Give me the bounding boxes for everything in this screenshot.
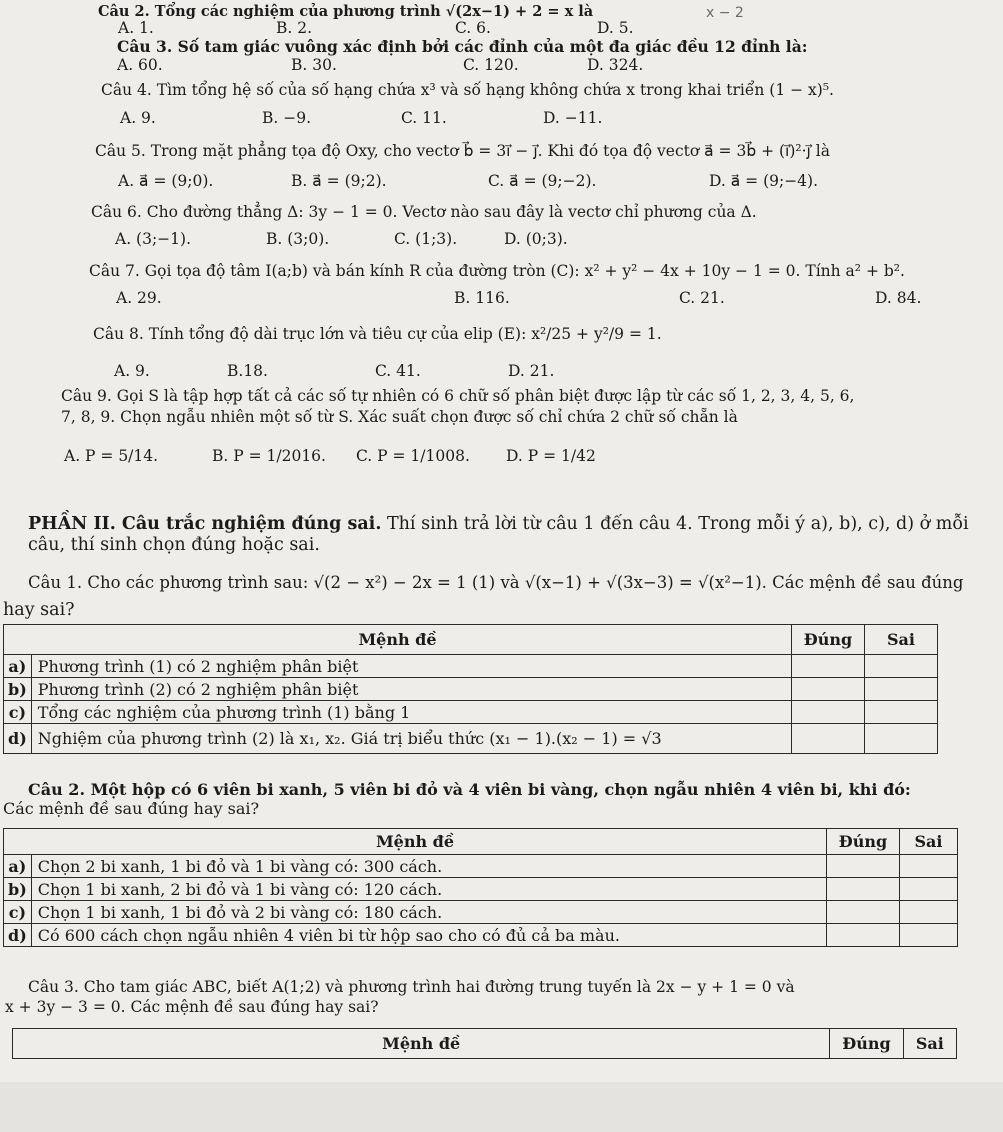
page-bottom-margin bbox=[0, 1082, 1003, 1132]
tf1-stem-line2: hay sai? bbox=[3, 600, 75, 620]
tf2-header-true: Đúng bbox=[827, 829, 900, 855]
tf1-row-a-true-cell[interactable] bbox=[792, 655, 865, 678]
q2-option-c: C. 6. bbox=[455, 19, 491, 37]
q9-stem-line2: 7, 8, 9. Chọn ngẫu nhiên một số từ S. Xác suất chọn được số chỉ chứa 2 chữ số chẵn là bbox=[61, 408, 738, 426]
table-row bbox=[4, 901, 958, 924]
tf1-row-b-false-cell[interactable] bbox=[865, 678, 938, 701]
q4-option-d: D. −11. bbox=[543, 109, 603, 127]
table-row bbox=[4, 724, 938, 754]
q2-option-a: A. 1. bbox=[118, 19, 154, 37]
tf2-header-statement: Mệnh đề bbox=[4, 829, 827, 855]
tf2-row-a-label: a) bbox=[4, 855, 32, 878]
tf2-header-false: Sai bbox=[900, 829, 958, 855]
part2-instructions-line2: câu, thí sinh chọn đúng hoặc sai. bbox=[28, 535, 320, 555]
tf1-row-d-label: d) bbox=[4, 724, 32, 754]
table-row bbox=[4, 878, 958, 901]
tf3-header-row bbox=[13, 1029, 957, 1059]
q4-stem: Câu 4. Tìm tổng hệ số của số hạng chứa x³ và số hạng không chứa x trong khai triển (1 − x)⁵. bbox=[101, 81, 834, 99]
tf1-row-d-true-cell[interactable] bbox=[792, 724, 865, 754]
tf1-row-b-true-cell[interactable] bbox=[792, 678, 865, 701]
q6-stem: Câu 6. Cho đường thẳng Δ: 3y − 1 = 0. Vectơ nào sau đây là vectơ chỉ phương của Δ. bbox=[91, 203, 757, 221]
tf1-row-b-label: b) bbox=[4, 678, 32, 701]
q8-option-d: D. 21. bbox=[508, 362, 555, 380]
tf3-stem-line2: x + 3y − 3 = 0. Các mệnh đề sau đúng hay sai? bbox=[5, 998, 379, 1016]
tf1-row-c-label: c) bbox=[4, 701, 32, 724]
q4-option-c: C. 11. bbox=[401, 109, 447, 127]
table-row bbox=[4, 701, 938, 724]
tf1-row-a-false-cell[interactable] bbox=[865, 655, 938, 678]
q5-option-b: B. a⃗ = (9;2). bbox=[291, 172, 387, 190]
tf3-stem-line1: Câu 3. Cho tam giác ABC, biết A(1;2) và phương trình hai đường trung tuyến là 2x − y + 1 = 0 và bbox=[28, 978, 795, 996]
q2-option-b: B. 2. bbox=[276, 19, 313, 37]
tf3-table bbox=[12, 1028, 957, 1059]
tf2-row-d-text: Có 600 cách chọn ngẫu nhiên 4 viên bi từ hộp sao cho có đủ cả ba màu. bbox=[31, 924, 826, 947]
tf1-row-a-label: a) bbox=[4, 655, 32, 678]
table-row bbox=[4, 678, 938, 701]
q6-option-b: B. (3;0). bbox=[266, 230, 330, 248]
q2-handwritten-note: x − 2 bbox=[706, 5, 744, 21]
q6-option-d: D. (0;3). bbox=[504, 230, 568, 248]
tf2-row-a-text: Chọn 2 bi xanh, 1 bi đỏ và 1 bi vàng có: 300 cách. bbox=[31, 855, 826, 878]
tf2-table bbox=[3, 828, 958, 947]
q7-stem: Câu 7. Gọi tọa độ tâm I(a;b) và bán kính R của đường tròn (C): x² + y² − 4x + 10y − 1 = 0. Tính a² + b². bbox=[89, 262, 905, 280]
tf1-row-a-text: Phương trình (1) có 2 nghiệm phân biệt bbox=[31, 655, 791, 678]
tf2-row-d-true-cell[interactable] bbox=[827, 924, 900, 947]
q5-option-c: C. a⃗ = (9;−2). bbox=[488, 172, 597, 190]
q8-option-b: B.18. bbox=[227, 362, 268, 380]
q5-stem: Câu 5. Trong mặt phẳng tọa độ Oxy, cho vectơ b⃗ = 3i⃗ − j⃗. Khi đó tọa độ vectơ a⃗ = 3b⃗ + (i⃗)²·j⃗ là bbox=[95, 142, 830, 160]
tf1-header-row bbox=[4, 625, 938, 655]
q9-option-c: C. P = 1/1008. bbox=[356, 447, 470, 465]
tf2-row-c-text: Chọn 1 bi xanh, 1 bi đỏ và 2 bi vàng có: 180 cách. bbox=[31, 901, 826, 924]
table-row bbox=[4, 655, 938, 678]
q2-stem: Câu 2. Tổng các nghiệm của phương trình √(2x−1) + 2 = x là bbox=[98, 3, 594, 20]
q8-option-c: C. 41. bbox=[375, 362, 421, 380]
tf2-header-row bbox=[4, 829, 958, 855]
q9-option-a: A. P = 5/14. bbox=[64, 447, 159, 465]
part2-title: PHẦN II. Câu trắc nghiệm đúng sai. bbox=[28, 514, 382, 534]
table-row bbox=[4, 855, 958, 878]
tf2-row-b-false-cell[interactable] bbox=[900, 878, 958, 901]
q3-stem: Câu 3. Số tam giác vuông xác định bởi các đỉnh của một đa giác đều 12 đỉnh là: bbox=[117, 37, 808, 56]
tf1-row-c-text: Tổng các nghiệm của phương trình (1) bằng 1 bbox=[31, 701, 791, 724]
tf2-row-c-true-cell[interactable] bbox=[827, 901, 900, 924]
tf2-row-a-false-cell[interactable] bbox=[900, 855, 958, 878]
tf2-row-a-true-cell[interactable] bbox=[827, 855, 900, 878]
tf3-header-false: Sai bbox=[903, 1029, 956, 1059]
part2-instructions: Thí sinh trả lời từ câu 1 đến câu 4. Trong mỗi ý a), b), c), d) ở mỗi bbox=[381, 514, 969, 534]
tf1-table bbox=[3, 624, 938, 754]
q8-stem: Câu 8. Tính tổng độ dài trục lớn và tiêu cự của elip (E): x²/25 + y²/9 = 1. bbox=[93, 325, 662, 343]
tf1-row-d-text: Nghiệm của phương trình (2) là x₁, x₂. Giá trị biểu thức (x₁ − 1).(x₂ − 1) = √3 bbox=[31, 724, 791, 754]
table-row bbox=[4, 924, 958, 947]
tf3-header-true: Đúng bbox=[830, 1029, 903, 1059]
q9-option-b: B. P = 1/2016. bbox=[212, 447, 326, 465]
q5-option-d: D. a⃗ = (9;−4). bbox=[709, 172, 819, 190]
tf1-stem-line1: Câu 1. Cho các phương trình sau: √(2 − x²) − 2x = 1 (1) và √(x−1) + √(3x−3) = √(x²−1). Các mệnh đề sau đúng bbox=[28, 573, 964, 592]
tf2-row-c-false-cell[interactable] bbox=[900, 901, 958, 924]
tf2-row-b-text: Chọn 1 bi xanh, 2 bi đỏ và 1 bi vàng có: 120 cách. bbox=[31, 878, 826, 901]
tf1-row-b-text: Phương trình (2) có 2 nghiệm phân biệt bbox=[31, 678, 791, 701]
tf1-row-c-false-cell[interactable] bbox=[865, 701, 938, 724]
tf2-row-b-true-cell[interactable] bbox=[827, 878, 900, 901]
q3-option-b: B. 30. bbox=[291, 56, 337, 74]
q3-option-c: C. 120. bbox=[463, 56, 519, 74]
tf1-header-statement: Mệnh đề bbox=[4, 625, 792, 655]
tf2-row-d-label: d) bbox=[4, 924, 32, 947]
tf1-row-d-false-cell[interactable] bbox=[865, 724, 938, 754]
q7-option-c: C. 21. bbox=[679, 289, 725, 307]
q7-option-b: B. 116. bbox=[454, 289, 510, 307]
tf1-header-true: Đúng bbox=[792, 625, 865, 655]
tf3-header-statement: Mệnh đề bbox=[13, 1029, 830, 1059]
q7-option-a: A. 29. bbox=[116, 289, 162, 307]
tf1-row-c-true-cell[interactable] bbox=[792, 701, 865, 724]
q3-option-d: D. 324. bbox=[587, 56, 644, 74]
q6-option-a: A. (3;−1). bbox=[115, 230, 192, 248]
q9-option-d: D. P = 1/42 bbox=[506, 447, 596, 465]
q4-option-a: A. 9. bbox=[120, 109, 156, 127]
q4-option-b: B. −9. bbox=[262, 109, 312, 127]
q3-option-a: A. 60. bbox=[117, 56, 163, 74]
tf2-stem-line2: Các mệnh đề sau đúng hay sai? bbox=[3, 799, 260, 818]
q5-option-a: A. a⃗ = (9;0). bbox=[118, 172, 214, 190]
tf1-header-false: Sai bbox=[865, 625, 938, 655]
q8-option-a: A. 9. bbox=[114, 362, 150, 380]
q2-option-d: D. 5. bbox=[597, 19, 634, 37]
q9-stem-line1: Câu 9. Gọi S là tập hợp tất cả các số tự nhiên có 6 chữ số phân biệt được lập từ các số 1, 2, 3, 4, 5, 6, bbox=[61, 387, 855, 405]
tf2-row-b-label: b) bbox=[4, 878, 32, 901]
tf2-row-d-false-cell[interactable] bbox=[900, 924, 958, 947]
q6-option-c: C. (1;3). bbox=[394, 230, 458, 248]
tf2-stem-line1: Câu 2. Một hộp có 6 viên bi xanh, 5 viên bi đỏ và 4 viên bi vàng, chọn ngẫu nhiên 4 viên bi, khi đó: bbox=[28, 780, 911, 799]
tf2-row-c-label: c) bbox=[4, 901, 32, 924]
q7-option-d: D. 84. bbox=[875, 289, 922, 307]
